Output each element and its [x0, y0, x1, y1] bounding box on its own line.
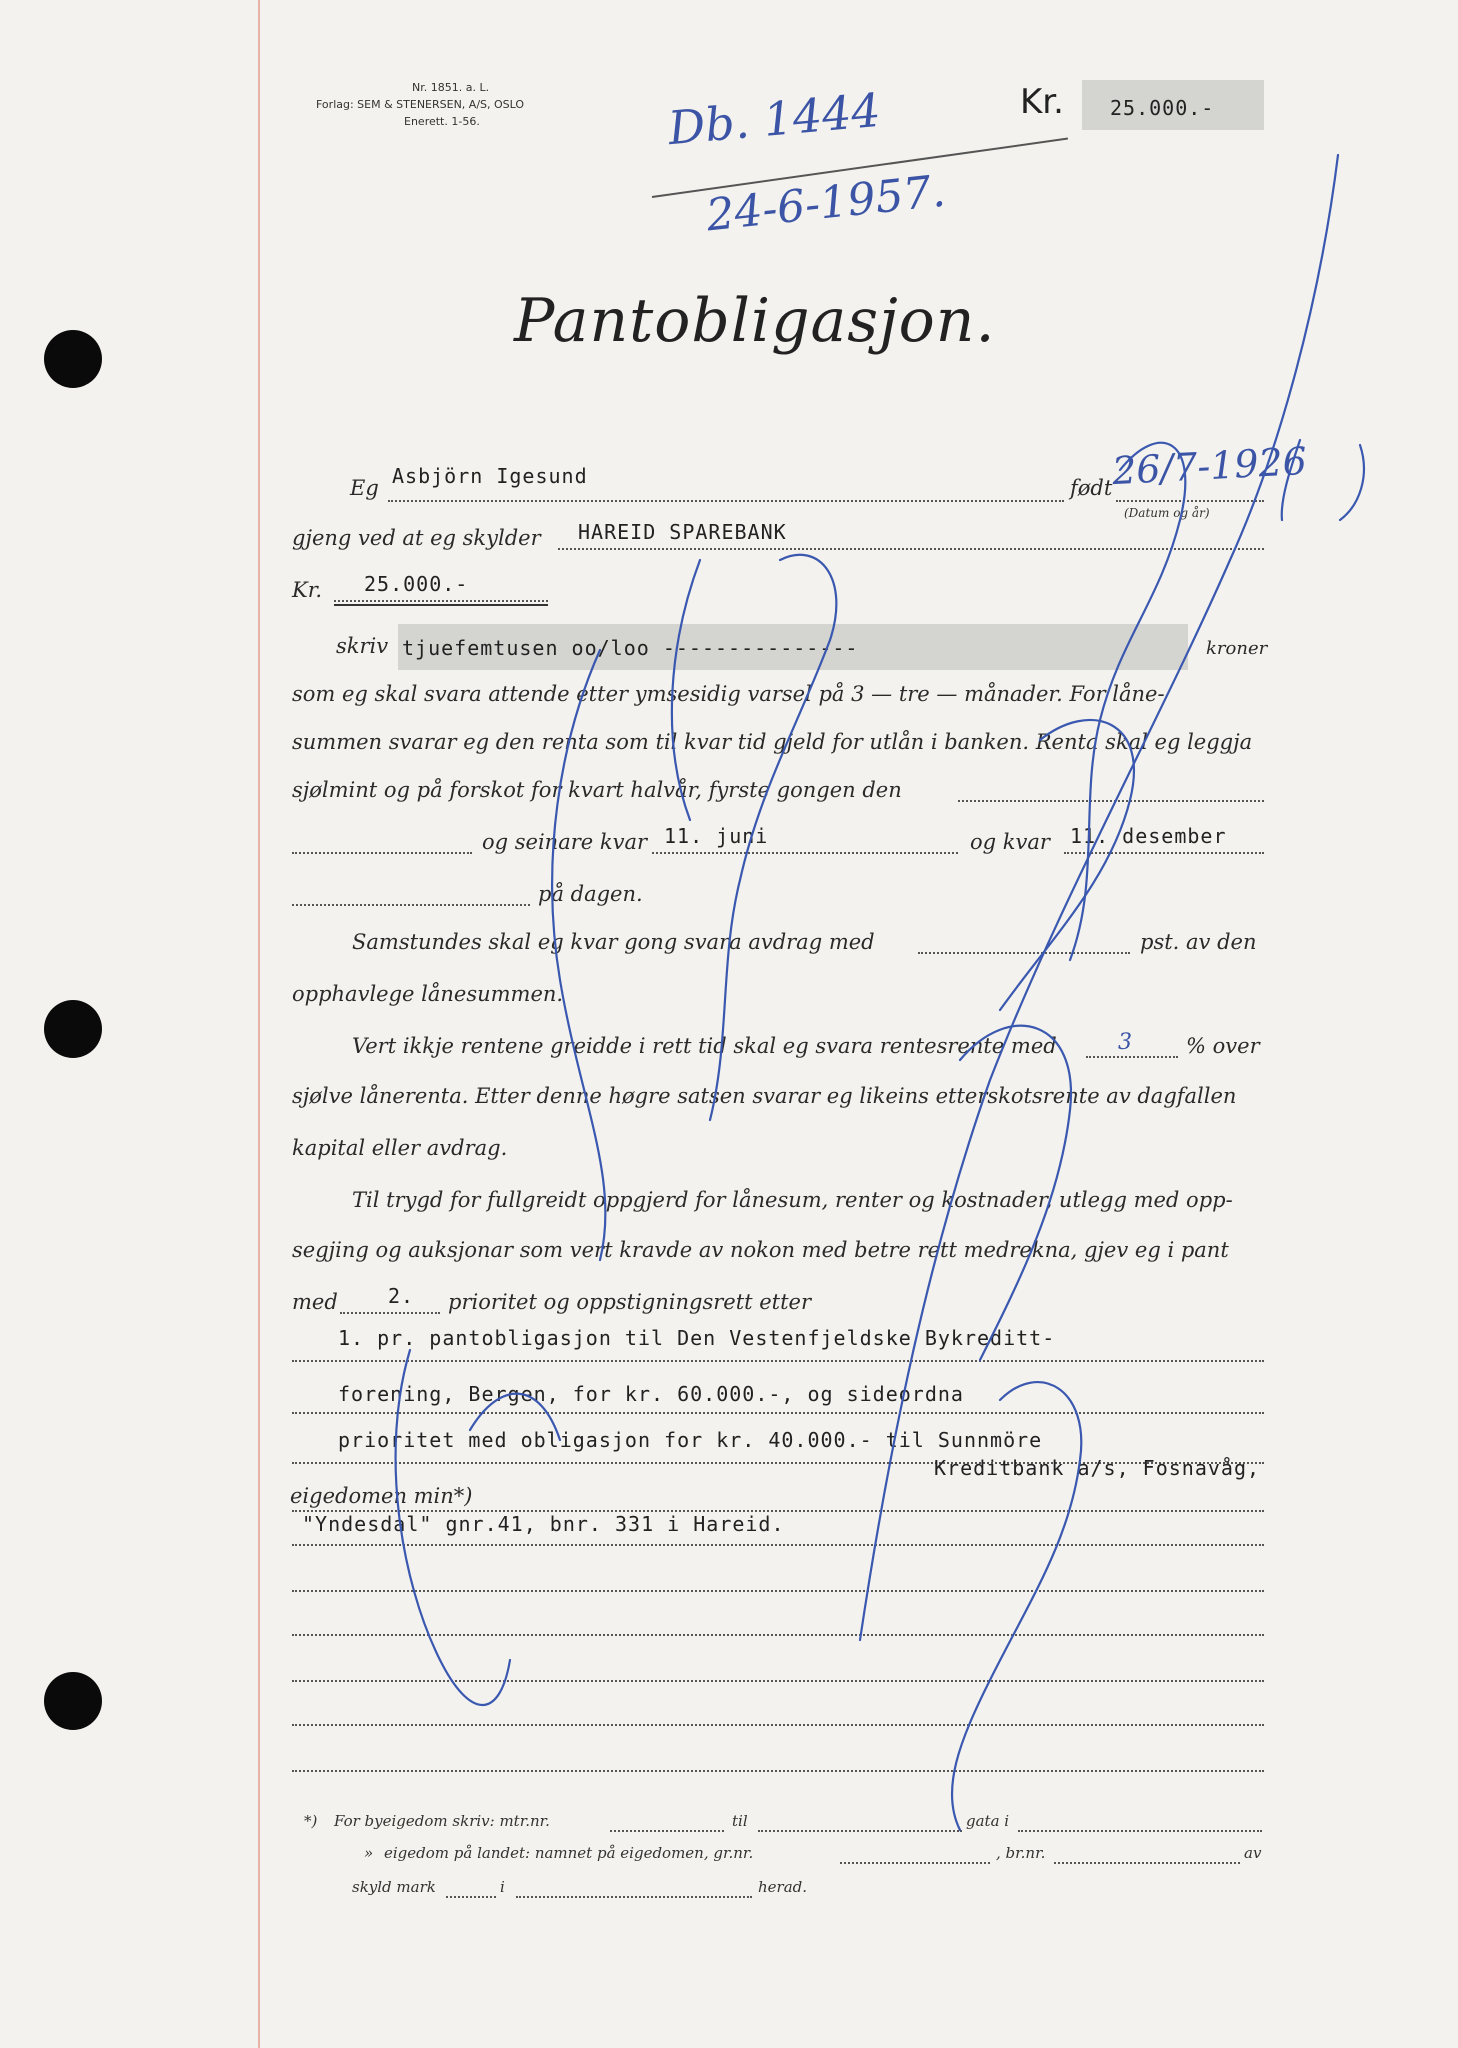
text-prioritet: prioritet og oppstigningsrett etter	[448, 1290, 812, 1314]
publisher-line-2: Forlag: SEM & STENERSEN, A/S, OSLO	[316, 98, 525, 111]
text-opphavlege: opphavlege lånesummen.	[292, 982, 564, 1006]
footnote-byeigedom: For byeigedom skriv: mtr.nr.	[334, 1812, 550, 1830]
birth-date: 26/7-1926	[1110, 438, 1308, 494]
typed-line-2: forening, Bergen, for kr. 60.000.-, og sideordna	[338, 1382, 964, 1406]
publisher-line-3: Enerett. 1-56.	[404, 115, 480, 128]
kr-label: Kr.	[292, 578, 323, 602]
footnote-star: *)	[304, 1812, 318, 1830]
gjeng-label: gjeng ved at eg skylder	[292, 526, 541, 550]
interest-rate: 3	[1118, 1030, 1132, 1055]
text-segjing: segjing og auksjonar som vert kravde av nokon med betre rett medrekna, gjev eg i pant	[292, 1238, 1229, 1262]
text-summen: summen svarar eg den renta som til kvar tid gjeld for utlån i banken. Renta skal eg leggja	[292, 730, 1253, 754]
kr-label-header: Kr.	[1020, 82, 1064, 122]
debtor-name: Asbjörn Igesund	[392, 464, 588, 488]
footnote-landet: eigedom på landet: namnet på eigedomen, gr.nr.	[384, 1844, 754, 1862]
date-1: 11. juni	[664, 824, 769, 848]
footnote-brnr: , br.nr.	[996, 1844, 1046, 1862]
skriv-label: skriv	[336, 634, 389, 658]
footnote-til: til	[732, 1812, 748, 1830]
pa-dagen: på dagen.	[538, 882, 643, 906]
text-kapital: kapital eller avdrag.	[292, 1136, 508, 1160]
text-sjolve: sjølve lånerenta. Etter denne høgre satsen svarar eg likeins etterskotsrente av dagfallen	[292, 1084, 1237, 1108]
footnote-quote: »	[364, 1844, 374, 1862]
typed-line-3: prioritet med obligasjon for kr. 40.000.- til Sunnmöre	[338, 1428, 1043, 1452]
publisher-line-1: Nr. 1851. a. L.	[412, 81, 490, 94]
footnote-av: av	[1244, 1844, 1262, 1862]
amount-in-words: tjuefemtusen oo/loo ---------------	[402, 636, 859, 660]
typed-line-1: 1. pr. pantobligasjon til Den Vestenfjeldske Bykreditt-	[338, 1326, 1056, 1350]
text-pct-over: % over	[1186, 1034, 1260, 1058]
amount-header: 25.000.-	[1110, 96, 1215, 120]
fodt-label: født	[1070, 476, 1113, 500]
loan-amount: 25.000.-	[364, 572, 469, 596]
handwritten-date: 24-6-1957.	[703, 165, 948, 242]
footnote-gata: gata i	[966, 1812, 1010, 1830]
eg-label: Eg	[350, 476, 379, 500]
kroner-label: kroner	[1206, 638, 1268, 659]
document-title: Pantobligasjon.	[514, 286, 996, 356]
footnote-skyld: skyld mark	[352, 1878, 436, 1896]
og-seinare-label: og seinare kvar	[482, 830, 648, 854]
text-pst: pst. av den	[1140, 930, 1257, 954]
text-vert-ikkje: Vert ikkje rentene greidde i rett tid skal eg svara rentesrente med	[352, 1034, 1057, 1058]
text-sjolmint: sjølmint og på forskot for kvart halvår, fyrste gongen den	[292, 778, 902, 802]
datum-hint: (Datum og år)	[1124, 506, 1210, 520]
text-samstundes: Samstundes skal eg kvar gong svara avdrag med	[352, 930, 875, 954]
date-2: 11. desember	[1070, 824, 1227, 848]
eigedomen-label: eigedomen min*)	[290, 1484, 473, 1508]
property-description: "Yndesdal" gnr.41, bnr. 331 i Hareid.	[302, 1512, 785, 1536]
og-kvar-label: og kvar	[970, 830, 1050, 854]
footnote-herad: herad.	[758, 1878, 808, 1896]
text-til-trygd: Til trygd for fullgreidt oppgjerd for lånesum, renter og kostnader, utlegg med opp-	[352, 1188, 1233, 1212]
typed-line-4: Kreditbank a/s, Fosnavåg,	[934, 1456, 1261, 1480]
priority-number: 2.	[388, 1284, 415, 1308]
creditor-name: HAREID SPAREBANK	[578, 520, 787, 544]
handwritten-reference: Db. 1444	[666, 82, 883, 156]
footnote-i: i	[500, 1878, 505, 1896]
text-svara: som eg skal svara attende etter ymsesidig varsel på 3 — tre — månader. For låne-	[292, 682, 1165, 706]
med-label: med	[292, 1290, 338, 1314]
